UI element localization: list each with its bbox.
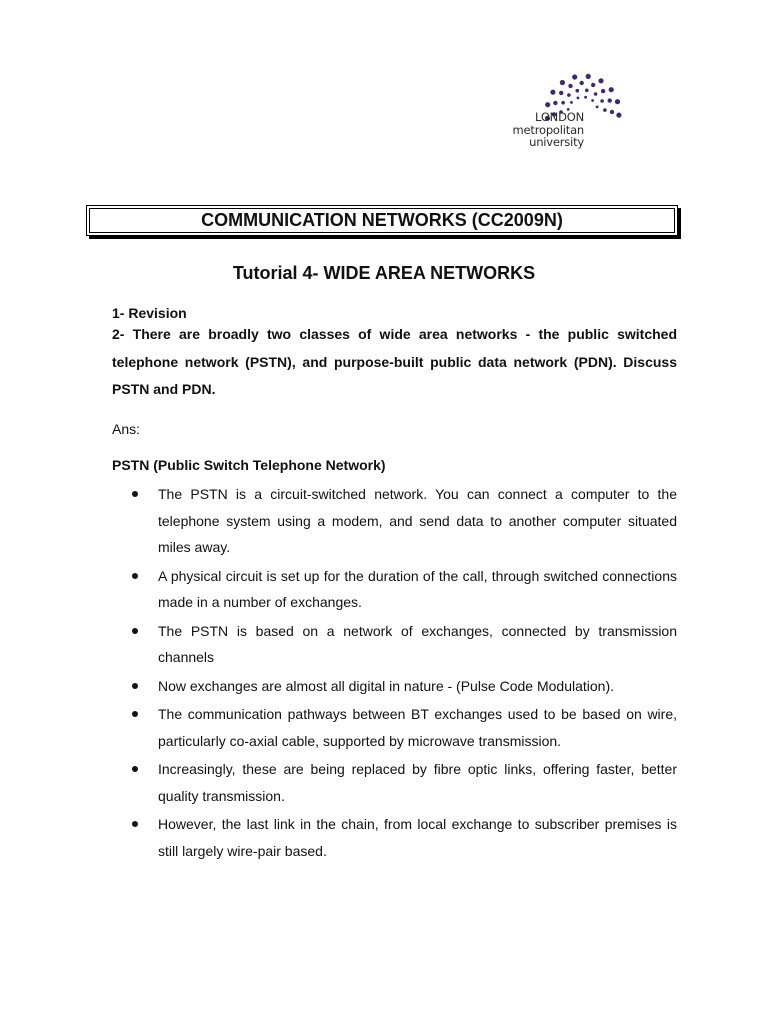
list-item-text: However, the last link in the chain, from local exchange to subscriber premises is still largely wire-pair based. — [158, 816, 677, 859]
logo-dot — [609, 87, 614, 92]
logo-dot — [598, 78, 603, 83]
logo-dot — [568, 84, 572, 88]
list-item-text: Now exchanges are almost all digital in nature - (Pulse Code Modulation). — [158, 677, 615, 694]
bullet-icon — [132, 491, 138, 497]
bullet-icon — [132, 711, 138, 717]
bullet-icon — [132, 683, 138, 689]
logo-dot — [586, 74, 591, 79]
logo-dot — [550, 90, 555, 95]
answer-label: Ans: — [112, 421, 141, 437]
list-item-text: The communication pathways between BT exchanges used to be based on wire, particularly co-axial cable, supported by microwave transmission. — [158, 706, 677, 749]
list-item — [112, 701, 677, 754]
logo-dot — [585, 89, 589, 93]
list-item — [112, 618, 677, 671]
logo-line-3: university — [529, 135, 584, 149]
logo-line-2: metropolitan — [512, 122, 584, 137]
logo-dot — [580, 81, 584, 85]
logo-dot — [603, 108, 607, 112]
list-item-text: The PSTN is based on a network of exchanges, connected by transmission channels — [158, 622, 677, 665]
question-2: 2- There are broadly two classes of wide area networks - the public switched telephone network (PSTN), and purpose-built public data network (PDN). Discuss PSTN and PDN. — [112, 326, 677, 397]
logo-dot — [615, 99, 620, 104]
logo-dot — [616, 113, 621, 118]
bullet-icon — [132, 766, 138, 772]
list-item-text: The PSTN is a circuit-switched network. You can connect a computer to the telephone system using a modem, and send data to another computer situated miles away. — [158, 486, 677, 555]
logo-dot — [596, 106, 599, 109]
logo-text — [513, 111, 584, 149]
pstn-heading: PSTN (Public Switch Telephone Network) — [112, 457, 386, 473]
list-item — [112, 673, 677, 700]
logo-dot — [584, 96, 587, 99]
logo-dot — [545, 102, 550, 107]
logo-dot — [608, 98, 612, 102]
list-item — [112, 756, 677, 809]
logo-dot — [570, 101, 573, 104]
logo-dot — [600, 99, 604, 103]
list-item-text: A physical circuit is set up for the duration of the call, through switched connections made in a number of exchanges. — [158, 567, 677, 610]
logo-dot — [560, 80, 565, 85]
bullet-icon — [132, 821, 138, 827]
logo-dot — [561, 101, 565, 105]
pstn-bullet-list — [112, 481, 677, 866]
logo-dot — [576, 89, 580, 93]
bullet-icon — [132, 628, 138, 634]
list-item — [112, 481, 677, 561]
course-title-box — [86, 205, 678, 236]
list-item — [112, 563, 677, 616]
question-1: 1- Revision — [112, 305, 187, 321]
bullet-icon — [132, 573, 138, 579]
logo-dot — [567, 93, 571, 97]
course-title: COMMUNICATION NETWORKS (CC2009N) — [201, 210, 563, 230]
list-item — [112, 811, 677, 864]
logo-dot — [591, 83, 595, 87]
university-logo — [505, 70, 630, 160]
list-item-text: Increasingly, these are being replaced by fibre optic links, offering faster, better quality transmission. — [158, 761, 677, 804]
logo-dot — [553, 101, 557, 105]
tutorial-title: Tutorial 4- WIDE AREA NETWORKS — [232, 263, 536, 283]
logo-dot — [577, 97, 580, 100]
logo-dot — [610, 110, 614, 114]
logo-dot — [594, 92, 598, 96]
logo-dot — [559, 91, 563, 95]
logo-dot — [601, 89, 605, 93]
logo-dot — [591, 99, 594, 102]
logo-line-1: LONDON — [535, 110, 584, 124]
logo-dot — [572, 74, 577, 79]
